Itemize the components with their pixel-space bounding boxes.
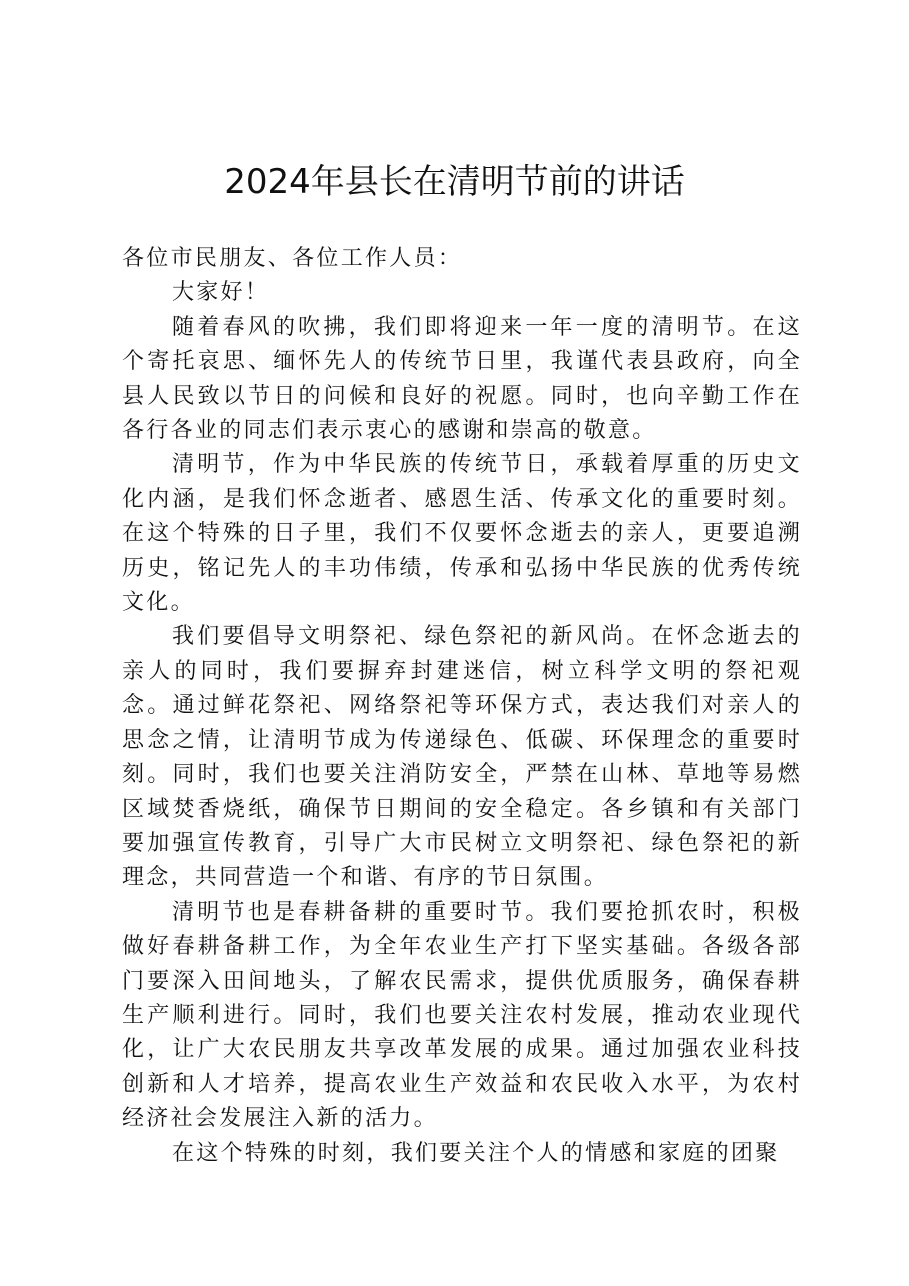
document-body <box>122 242 802 1171</box>
paragraph-civilized-sacrifice: 我们要倡导文明祭祀、绿色祭祀的新风尚。在怀念逝去的亲人的同时，我们要摒弃封建迷信，树立科学文明的祭祀观念。通过鲜花祭祀、网络祭祀等环保方式，表达我们对亲人的思念之情，让清明节成为传递绿色、低碳、环保理念的重要时刻。同时，我们也要关注消防安全，严禁在山林、草地等易燃区域焚香烧纸，确保节日期间的安全稳定。各乡镇和有关部门要加强宣传教育，引导广大市民树立文明祭祀、绿色祭祀的新理念，共同营造一个和谐、有序的节日氛围。 <box>122 624 802 891</box>
paragraph-opening: 随着春风的吹拂，我们即将迎来一年一度的清明节。在这个寄托哀思、缅怀先人的传统节日里，我谨代表县政府，向全县人民致以节日的问候和良好的祝愿。同时，也向辛勤工作在各行各业的同志们表示衷心的感谢和崇高的敬意。 <box>122 314 802 444</box>
document-title: 2024年县长在清明节前的讲话 <box>224 162 685 202</box>
paragraph-spring-farming: 清明节也是春耕备耕的重要时节。我们要抢抓农时，积极做好春耕备耕工作，为全年农业生产打下坚实基础。各级各部门要深入田间地头，了解农民需求，提供优质服务，确保春耕生产顺利进行。同时，我们也要关注农村发展，推动农业现代化，让广大农民朋友共享改革发展的成果。通过加强农业科技创新和人才培养，提高农业生产效益和农民收入水平，为农村经济社会发展注入新的活力。 <box>122 899 802 1132</box>
salutation: 各位市民朋友、各位工作人员： <box>122 246 463 271</box>
paragraph-greeting: 大家好！ <box>172 280 270 306</box>
paragraph-family-reunion: 在这个特殊的时刻，我们要关注个人的情感和家庭的团聚 <box>172 1140 780 1166</box>
paragraph-tradition: 清明节，作为中华民族的传统节日，承载着厚重的历史文化内涵，是我们怀念逝者、感恩生活、传承文化的重要时刻。在这个特殊的日子里，我们不仅要怀念逝去的亲人，更要追溯历史，铭记先人的丰功伟绩，传承和弘扬中华民族的优秀传统文化。 <box>122 452 802 616</box>
